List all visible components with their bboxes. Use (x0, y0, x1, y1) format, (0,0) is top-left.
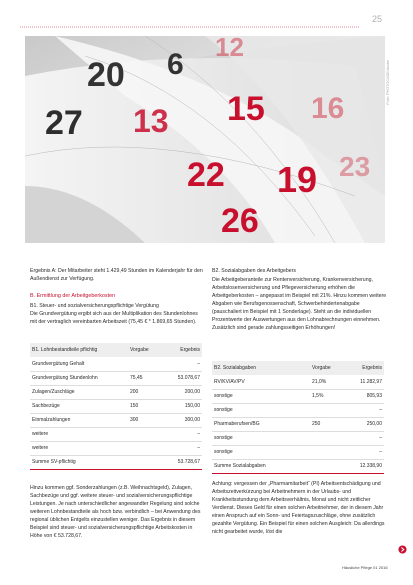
table-row (212, 417, 384, 431)
table-header: Vorgabe (128, 343, 162, 357)
table-cell: RV/KV/AV/PV (212, 375, 310, 389)
table-sum-row (212, 459, 384, 473)
table-cell (128, 427, 162, 441)
table-cell: 300,00 (162, 413, 202, 427)
table-cell: Zulagen/Zuschläge (30, 385, 128, 399)
table-sum-row (30, 455, 202, 469)
header-rule (20, 22, 388, 32)
table-cell: 200 (128, 385, 162, 399)
table-cell: 53.078,67 (162, 371, 202, 385)
table-cell: Sachbezüge (30, 399, 128, 413)
table-cell: Summe SV-pflichtig (30, 455, 128, 469)
photo-credit: Foto: PHOTOCASE/Andre (386, 60, 390, 105)
b2-outro-paragraph: Achtung: vergessen der „Pharmamitarbeit“ (PI) Arbeitsentschädigung und Arbeitszeitverkürzung bei Arbeitnehmern in der Urlaubs- und Krankheitsstundung dem Arbeitsverhältnis, Monat und nicht zeitlicher Verdienst. Dieses Geld für einen solchen Arbeitnehmer, der in diesem Jahr einen Anspruch auf ein Sonn- und Feiertagszuschläge, ohne zusätzlich gezahlte Vergütung. Ein Beispiel für einen solchen Ausgleich: Da allerdings nicht gearbeitet wurde, löst die (212, 481, 385, 535)
table-row (30, 413, 202, 427)
table-cell: – (162, 427, 202, 441)
table-cell: 1,5% (310, 389, 344, 403)
table-cell: 150 (128, 399, 162, 413)
table-cell: 300 (128, 413, 162, 427)
table-row (212, 431, 384, 445)
table-header-row (30, 343, 202, 357)
table-cell: – (344, 403, 384, 417)
table-header: B2. Sozialabgaben (212, 361, 310, 375)
table-row (30, 399, 202, 413)
table-row (212, 375, 384, 389)
table-cell (128, 357, 162, 371)
b2-table (212, 361, 384, 474)
table-cell: 53.728,67 (162, 455, 202, 469)
table-cell: sonstige (212, 389, 310, 403)
subheading-b2: B2. Sozialabgaben des Arbeitgebers (212, 268, 296, 274)
calendar-number: 16 (311, 92, 345, 125)
table-cell: 21,0% (310, 375, 344, 389)
calendar-number: 15 (227, 90, 265, 128)
b1-outro-paragraph: Hinzu kommen ggf. Sonderzahlungen (z.B. Weihnachtsgeld), Zulagen, Sachbezüge und ggf. weitere steuer- und sozialversicherungspflichtige Leistungen. Je nach unterschiedlicher angewandter Regelung sind solche weiteren Lohnbestandteile als hoch bzw. verbindlich – bei Anwendung des regional üblichen Entgelts einzustellen weniger. Das Ergebnis in diesem Beispiel sind steuer- und sozialversicherungspflichtige Arbeitskosten in Höhe von € 53.728,67. (30, 485, 201, 539)
table-cell: 250 (310, 417, 344, 431)
table-cell: – (344, 445, 384, 459)
table-cell: 250,00 (344, 417, 384, 431)
table-cell: – (344, 431, 384, 445)
footer-text: Häusliche Pflege 01 2016 (342, 565, 388, 570)
table-cell: sonstige (212, 403, 310, 417)
table-header-row (212, 361, 384, 375)
table-cell: – (162, 357, 202, 371)
table-cell (128, 455, 162, 469)
subheading-b1: B1. Steuer- und sozialversicherungspflichtige Vergütung (30, 303, 159, 309)
b1-paragraph: Die Grundvergütung ergibt sich aus der Multiplikation des Stundenlohnes mit der vertraglich vereinbarten Arbeitszeit (75,45 € * 1.869,65 Stunden). (30, 311, 198, 325)
page-number: 25 (372, 14, 383, 24)
continue-arrow-icon (398, 545, 407, 554)
intro-paragraph: Ergebnis A: Der Mitarbeiter steht 1.429,49 Stunden im Kalenderjahr für den Außendienst zur Verfügung. (30, 268, 203, 282)
table-cell: – (162, 441, 202, 455)
calendar-number: 27 (45, 104, 83, 142)
b2-paragraph: Die Arbeitgeberanteile zur Rentenversicherung, Krankenversicherung, Arbeitslosenversicherung und Pflegeversicherung erhöhen die Arbeitgeberkosten – angepasst im Beispiel mit 21%. Hinzu kommen weitere Abgaben wie Berufsgenossenschaft, Schwerbehindertenabgabe (pauschaliert im Beispiel mit 1 Sonderlage). Steht an die individuellen Prozentwerte der Auswertungen aus den Lohnabrechnungen einnehmen. Zusätzlich sind gerade zahlungsseitigen Erhöhungen! (212, 277, 387, 331)
calendar-number: 13 (133, 103, 169, 139)
calendar-number: 12 (215, 36, 244, 62)
table-row (212, 403, 384, 417)
table-header: B1. Lohnbestandteile pflichtig (30, 343, 128, 357)
table-cell: 805,93 (344, 389, 384, 403)
table-cell: Summe Sozialabgaben (212, 459, 310, 473)
table-cell: Einmalzahlungen (30, 413, 128, 427)
table-header: Vorgabe (310, 361, 344, 375)
table-cell (128, 441, 162, 455)
table-cell: sonstige (212, 445, 310, 459)
table-cell: Grundvergütung Stundenlohn (30, 371, 128, 385)
table-row (30, 385, 202, 399)
table-cell: 200,00 (162, 385, 202, 399)
b1-table (30, 343, 202, 470)
table-row (30, 371, 202, 385)
table-cell (310, 403, 344, 417)
table-cell: 12.338,90 (344, 459, 384, 473)
table-cell: sonstige (212, 431, 310, 445)
calendar-number: 19 (277, 159, 318, 200)
table-cell: 150,00 (162, 399, 202, 413)
table-row (30, 441, 202, 455)
calendar-number: 23 (339, 151, 371, 182)
calendar-number: 20 (87, 56, 125, 94)
calendar-number: 22 (187, 156, 225, 194)
table-cell (310, 431, 344, 445)
table-row (212, 389, 384, 403)
table-row (212, 445, 384, 459)
table-cell: 75,45 (128, 371, 162, 385)
table-cell: weitere (30, 441, 128, 455)
table-header: Ergebnis (162, 343, 202, 357)
table-cell: Pharmaberufsen/BG (212, 417, 310, 431)
table-cell: Grundvergütung Gehalt (30, 357, 128, 371)
table-row (30, 357, 202, 371)
table-cell (310, 445, 344, 459)
table-row (30, 427, 202, 441)
calendar-number: 26 (221, 202, 259, 240)
calendar-photo (25, 36, 385, 243)
table-cell: weitere (30, 427, 128, 441)
section-heading: B. Ermittlung der Arbeitgeberkosten (30, 293, 116, 299)
table-cell: 11.282,97 (344, 375, 384, 389)
table-header: Ergebnis (344, 361, 384, 375)
calendar-number: 6 (167, 48, 184, 81)
table-cell (310, 459, 344, 473)
